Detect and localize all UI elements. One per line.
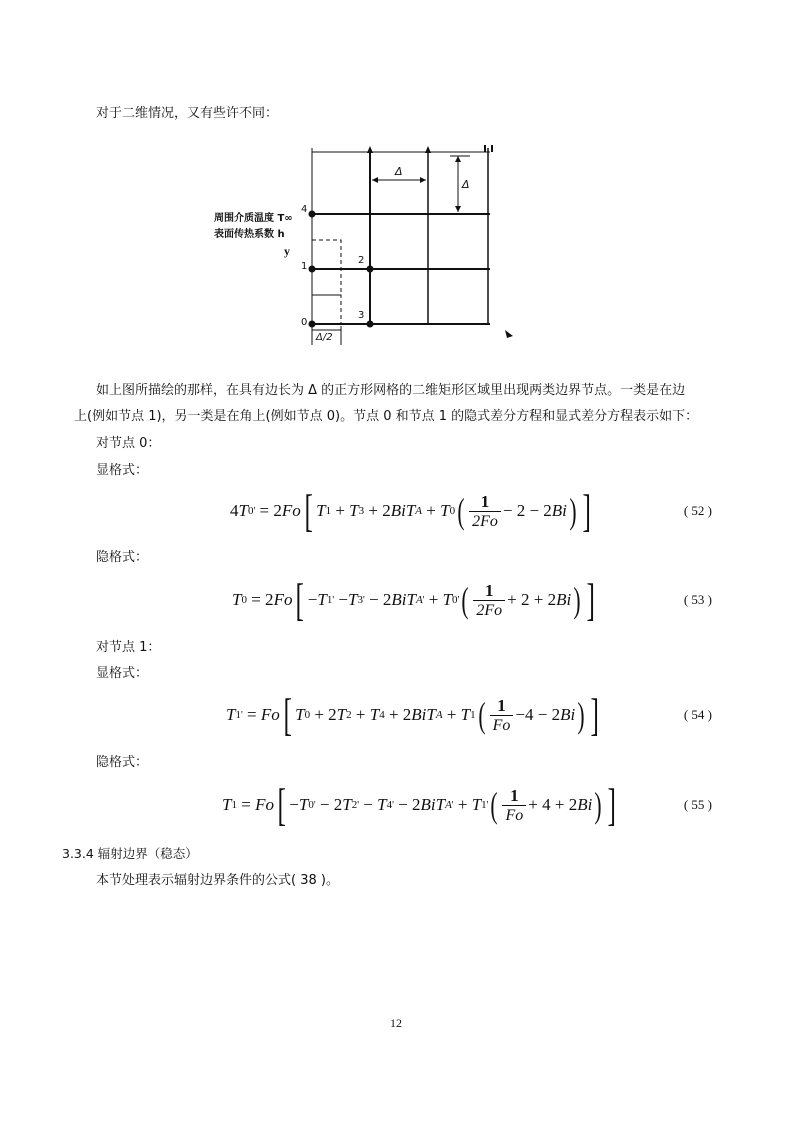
equation-55-number: ( 55 ) xyxy=(683,797,712,812)
paragraph-line-1: 如上图所描绘的那样，在具有边长为 Δ 的正方形网格的二维矩形区域里出现两类边界节点。一类是在边 xyxy=(96,383,686,398)
node-label-1: 1 xyxy=(301,261,308,272)
equation-52-number: ( 52 ) xyxy=(683,503,712,518)
node1-heading: 对节点 1： xyxy=(96,640,161,655)
node-label-4: 4 xyxy=(301,204,308,215)
equation-54-number: ( 54 ) xyxy=(683,707,712,722)
boundary-node-figure xyxy=(200,140,530,370)
y-axis-label: y xyxy=(284,244,290,258)
equation-52: 4 T 0 ' = 2 Fo [ T 1 + T 3 + 2 BiT A + T 0 ( $\frac{1}{2Fo}$ − 2 − 2 Bi ) ] ( 52 ) xyxy=(230,485,712,536)
medium-temperature-label: 周围介质温度 T∞ xyxy=(214,213,293,224)
delta-right-label: Δ xyxy=(462,178,470,191)
node-label-3: 3 xyxy=(358,310,365,321)
delta-top-label: Δ xyxy=(395,165,403,178)
node-label-0: 0 xyxy=(301,317,308,328)
node-label-2: 2 xyxy=(358,255,365,266)
heat-transfer-coefficient-label: 表面传热系数 h xyxy=(214,229,285,240)
equation-53-number: ( 53 ) xyxy=(683,592,712,607)
grid-diagram xyxy=(200,140,530,370)
equation-53: T 0 = 2 Fo [ − T 1 ' − T 3 ' − 2 BiT A ' + T 0 ' ( $\frac{1}{2Fo}$ + 2 + 2 Bi ) ] ( 53 ) xyxy=(232,574,712,625)
paragraph-line-2: 上(例如节点 1)，另一类是在角上(例如节点 0)。节点 0 和节点 1 的隐式差分方程和显式差分方程表示如下： xyxy=(74,409,699,424)
equation-54: T 1 ' = Fo [ T 0 + 2 T 2 + T 4 + 2 BiT A + T 1 ( $\frac{1}{Fo}$ −4 − 2 Bi ) ] ( 54 ) xyxy=(226,689,712,740)
implicit-label-node0: 隐格式： xyxy=(96,550,149,565)
node0-heading: 对节点 0： xyxy=(96,436,161,451)
section-text: 本节处理表示辐射边界条件的公式( 38 )。 xyxy=(96,873,339,888)
page-number: 12 xyxy=(390,1016,402,1030)
explicit-label-node1: 显格式： xyxy=(96,666,149,681)
intro-text: 对于二维情况，又有些许不同： xyxy=(96,106,279,121)
delta-half-label: Δ/2 xyxy=(316,332,333,343)
implicit-label-node1: 隐格式： xyxy=(96,755,149,770)
explicit-label-node0: 显格式： xyxy=(96,463,149,478)
equation-55: T 1 = Fo [ − T 0 ' − 2 T 2 ' − T 4 ' − 2 BiT A ' + T 1 ' ( $\frac{1}{Fo}$ + 4 + 2 Bi ) ] ( 55 ) xyxy=(222,779,712,830)
section-heading: 3.3.4 辐射边界（稳态） xyxy=(62,846,198,861)
